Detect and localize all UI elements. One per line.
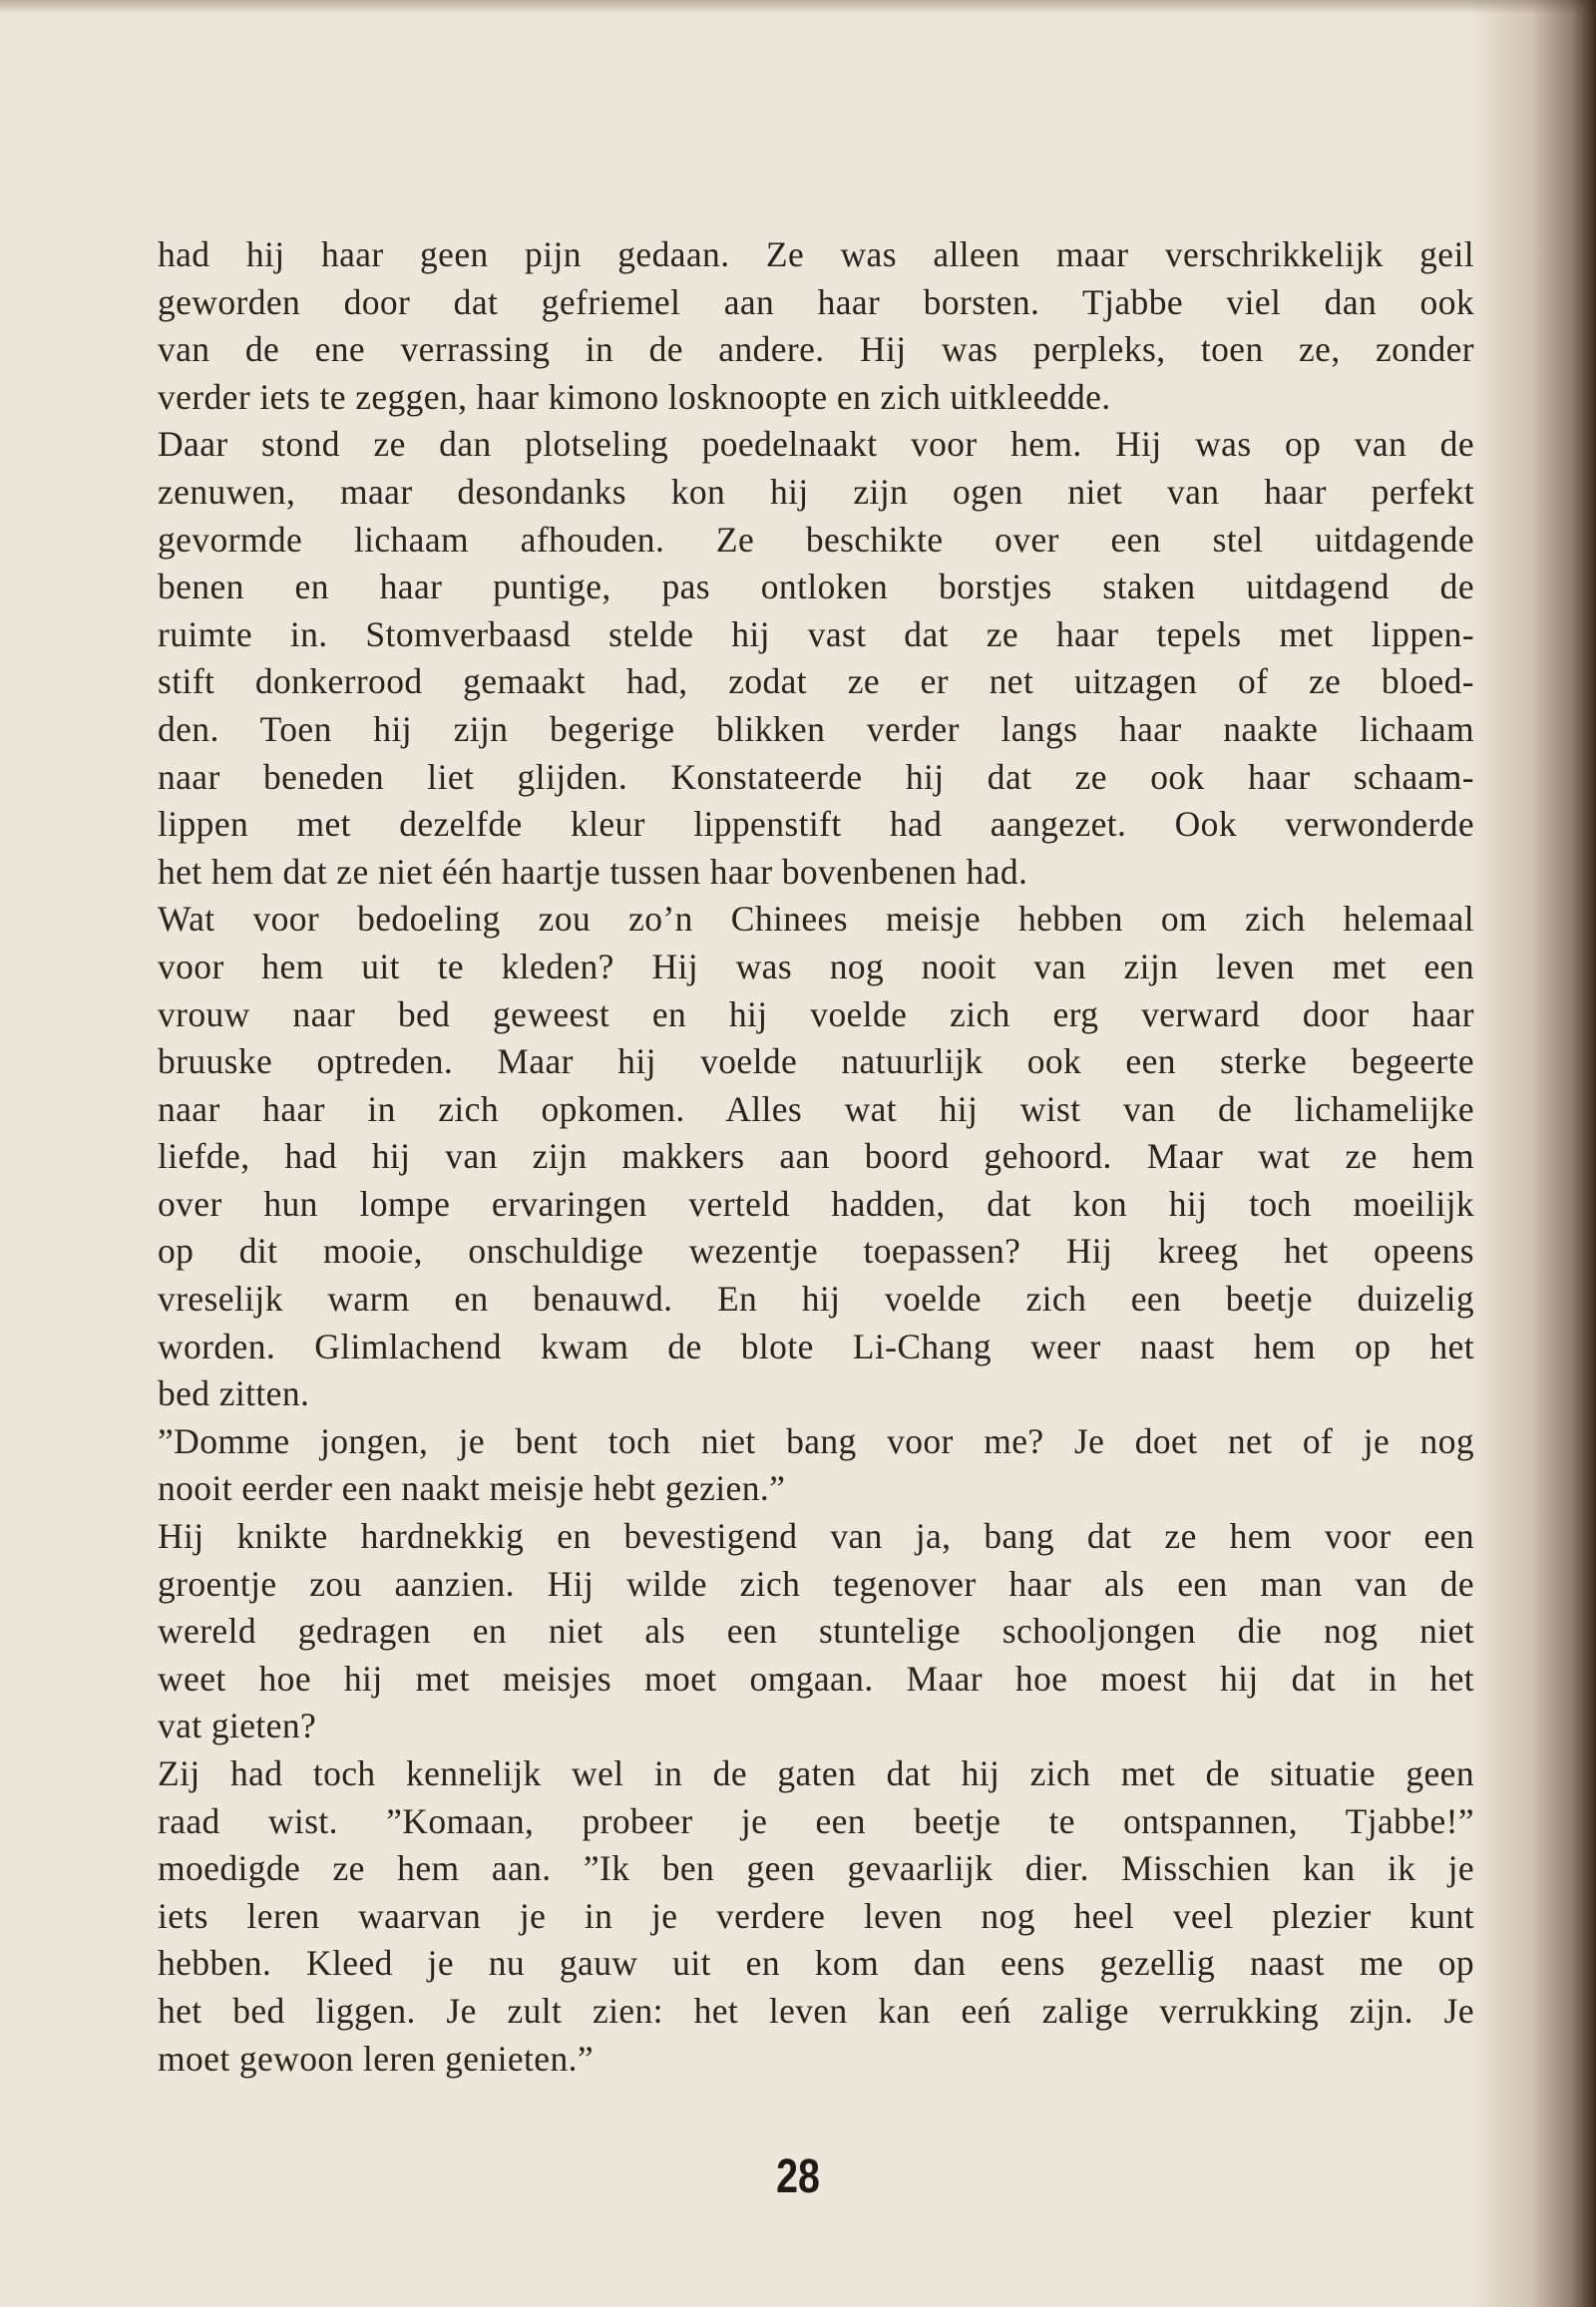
text-line: Wat voor bedoeling zou zo’n Chinees meisje hebben om zich helemaal xyxy=(158,899,1474,940)
text-line: bed zitten. xyxy=(158,1373,310,1414)
text-line: voor hem uit te kleden? Hij was nog nooit van zijn leven met een xyxy=(158,946,1474,986)
body-text xyxy=(158,231,1474,2083)
text-line: wereld gedragen en niet als een stuntelige schooljongen die nog niet xyxy=(158,1611,1474,1652)
text-line: geworden door dat gefriemel aan haar borsten. Tjabbe viel dan ook xyxy=(158,281,1474,322)
text-line: lippen met dezelfde kleur lippenstift had aangezet. Ook verwonderde xyxy=(158,804,1474,845)
text-line: nooit eerder een naakt meisje hebt gezien.” xyxy=(158,1468,786,1509)
text-line: gevormde lichaam afhouden. Ze beschikte over een stel uitdagende xyxy=(158,519,1474,560)
text-line: benen en haar puntige, pas ontloken borstjes staken uitdagend de xyxy=(158,567,1474,607)
text-line: had hij haar geen pijn gedaan. Ze was alleen maar verschrikkelijk geil xyxy=(158,234,1474,274)
text-line: vat gieten? xyxy=(158,1706,317,1746)
text-line: zenuwen, maar desondanks kon hij zijn ogen niet van haar perfekt xyxy=(158,471,1474,512)
text-line: raad wist. ”Komaan, probeer je een beetje te ontspannen, Tjabbe!” xyxy=(158,1800,1474,1841)
text-line: het bed liggen. Je zult zien: het leven kan eeń zalige verrukking zijn. Je xyxy=(158,1990,1474,2031)
text-line: ruimte in. Stomverbaasd stelde hij vast dat ze haar tepels met lippen- xyxy=(158,613,1474,654)
text-line: Daar stond ze dan plotseling poedelnaakt voor hem. Hij was op van de xyxy=(158,424,1474,465)
text-line: hebben. Kleed je nu gauw uit en kom dan eens gezellig naast me op xyxy=(158,1943,1474,1984)
text-line: verder iets te zeggen, haar kimono losknoopte en zich uitkleedde. xyxy=(158,376,1111,417)
text-line: iets leren waarvan je in je verdere leven nog heel veel plezier kunt xyxy=(158,1895,1474,1936)
text-line: bruuske optreden. Maar hij voelde natuurlijk ook een sterke begeerte xyxy=(158,1041,1474,1082)
page-number: 28 xyxy=(776,2150,820,2203)
text-line: ”Domme jongen, je bent toch niet bang voor me? Je doet net of je nog xyxy=(158,1420,1474,1461)
text-line: worden. Glimlachend kwam de blote Li-Chang weer naast hem op het xyxy=(158,1326,1474,1366)
text-line: naar haar in zich opkomen. Alles wat hij wist van de lichamelijke xyxy=(158,1088,1474,1129)
text-line: moedigde ze hem aan. ”Ik ben geen gevaarlijk dier. Misschien kan ik je xyxy=(158,1848,1474,1889)
text-line: Zij had toch kennelijk wel in de gaten dat hij zich met de situatie geen xyxy=(158,1753,1474,1793)
text-line: op dit mooie, onschuldige wezentje toepassen? Hij kreeg het opeens xyxy=(158,1231,1474,1272)
text-line: liefde, had hij van zijn makkers aan boord gehoord. Maar wat ze hem xyxy=(158,1136,1474,1177)
text-line: vreselijk warm en benauwd. En hij voelde zich een beetje duizelig xyxy=(158,1279,1474,1320)
text-line: den. Toen hij zijn begerige blikken verder langs haar naakte lichaam xyxy=(158,708,1474,749)
text-line: Hij knikte hardnekkig en bevestigend van ja, bang dat ze hem voor een xyxy=(158,1516,1474,1557)
text-line: het hem dat ze niet één haartje tussen haar bovenbenen had. xyxy=(158,851,1028,892)
text-line: moet gewoon leren genieten.” xyxy=(158,2038,595,2079)
text-line: naar beneden liet glijden. Konstateerde hij dat ze ook haar schaam- xyxy=(158,756,1474,797)
text-line: van de ene verrassing in de andere. Hij was perpleks, toen ze, zonder xyxy=(158,329,1474,370)
text-line: groentje zou aanzien. Hij wilde zich tegenover haar als een man van de xyxy=(158,1563,1474,1604)
text-line: over hun lompe ervaringen verteld hadden, dat kon hij toch moeilijk xyxy=(158,1183,1474,1224)
text-line: weet hoe hij met meisjes moet omgaan. Maar hoe moest hij dat in het xyxy=(158,1658,1474,1699)
text-line: stift donkerrood gemaakt had, zodat ze er net uitzagen of ze bloed- xyxy=(158,661,1474,702)
text-line: vrouw naar bed geweest en hij voelde zich erg verward door haar xyxy=(158,993,1474,1034)
